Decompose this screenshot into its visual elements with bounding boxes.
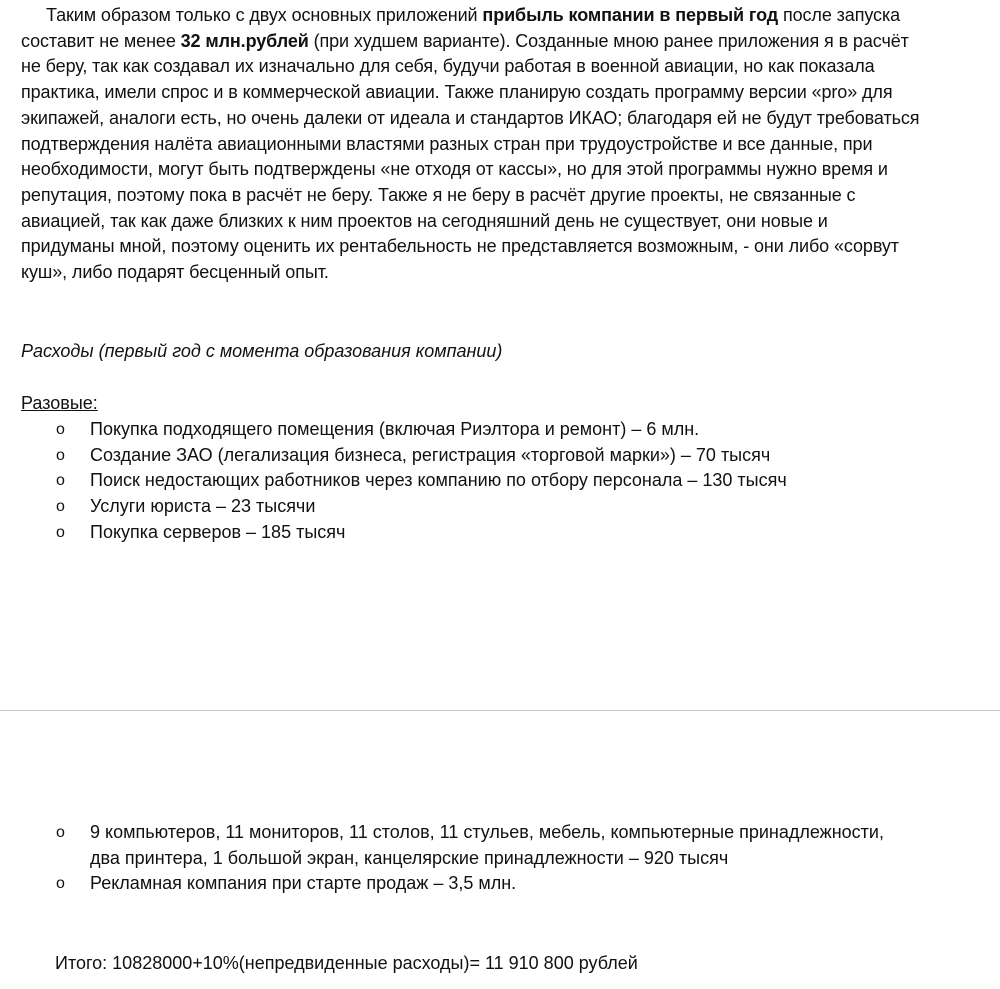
- bullet-circle-icon: o: [56, 498, 65, 516]
- list-item-text: Рекламная компания при старте продаж – 3,5 млн.: [90, 873, 517, 894]
- paragraph-bold-amount: 32 млн.рублей: [180, 30, 309, 51]
- page-break-divider: [0, 710, 1000, 711]
- bullet-circle-icon: o: [56, 824, 65, 841]
- expenses-heading: Расходы (первый год с момента образования компании): [21, 341, 503, 361]
- body-paragraph: [21, 3, 921, 286]
- list-item-text: Создание ЗАО (легализация бизнеса, регистрация «торговой марки») – 70 тысяч: [90, 444, 771, 465]
- paragraph-bold-profit: прибыль компании в первый год: [482, 5, 779, 25]
- paragraph-text-3: (при худшем варианте). Созданные мною ранее приложения я в расчёт не беру, так как создавал их изначально для себя, будучи работая в военной авиации, но как показала практика, имели спрос и в коммерческой авиации. Также планирую создать программу версии «pro» для экипажей, аналоги есть, но очень далеки от идеала и стандартов ИКАО; благодаря ей не будут требоваться подтверждения налёта авиационными властями разных стран при трудоустройстве и все данные, при необходимости, могут быть подтверждены «не отходя от кассы», но для этой программы нужно время и репутация, поэтому пока в расчёт не беру. Также я не беру в расчёт другие проекты, не связанные с авиацией, так как даже близких к ним проектов на сегодняшний день не существует, они новые и придуманы мной, поэтому оценить их рентабельность не представляется возможным, - они либо «сорвут куш», либо подарят бесценный опыт.: [21, 30, 920, 283]
- list-item-text: Поиск недостающих работников через компанию по отбору персонала – 130 тысяч: [90, 470, 787, 491]
- bullet-circle-icon: o: [56, 875, 65, 893]
- list-item: [0, 871, 900, 897]
- one-time-expenses-list-continued: [0, 820, 1000, 897]
- list-item: [0, 494, 900, 520]
- bullet-circle-icon: o: [56, 421, 65, 438]
- list-item: [0, 520, 900, 546]
- list-item-text: 9 компьютеров, 11 мониторов, 11 столов, 11 стульев, мебель, компьютерные принадлежности, два принтера, 1 большой экран, канцелярские принадлежности – 920 тысяч: [90, 822, 884, 868]
- list-item-text: Покупка серверов – 185 тысяч: [90, 521, 346, 542]
- list-item: [0, 417, 900, 443]
- list-item-text: Покупка подходящего помещения (включая Риэлтора и ремонт) – 6 млн.: [90, 419, 700, 439]
- one-time-expenses-list: [0, 417, 1000, 546]
- paragraph-text-1: Таким образом только с двух основных приложений: [46, 5, 483, 25]
- list-item: [0, 468, 900, 494]
- list-item-text: Услуги юриста – 23 тысячи: [90, 496, 316, 517]
- list-item: [0, 443, 900, 469]
- expenses-total: Итого: 10828000+10%(непредвиденные расходы)= 11 910 800 рублей: [55, 953, 638, 973]
- list-item: [0, 820, 900, 871]
- bullet-circle-icon: o: [56, 523, 65, 541]
- one-time-expenses-label: Разовые:: [21, 393, 98, 413]
- bullet-circle-icon: o: [56, 446, 65, 464]
- paragraph-text-2: после запуска составит не менее: [21, 5, 901, 51]
- bullet-circle-icon: o: [56, 472, 65, 490]
